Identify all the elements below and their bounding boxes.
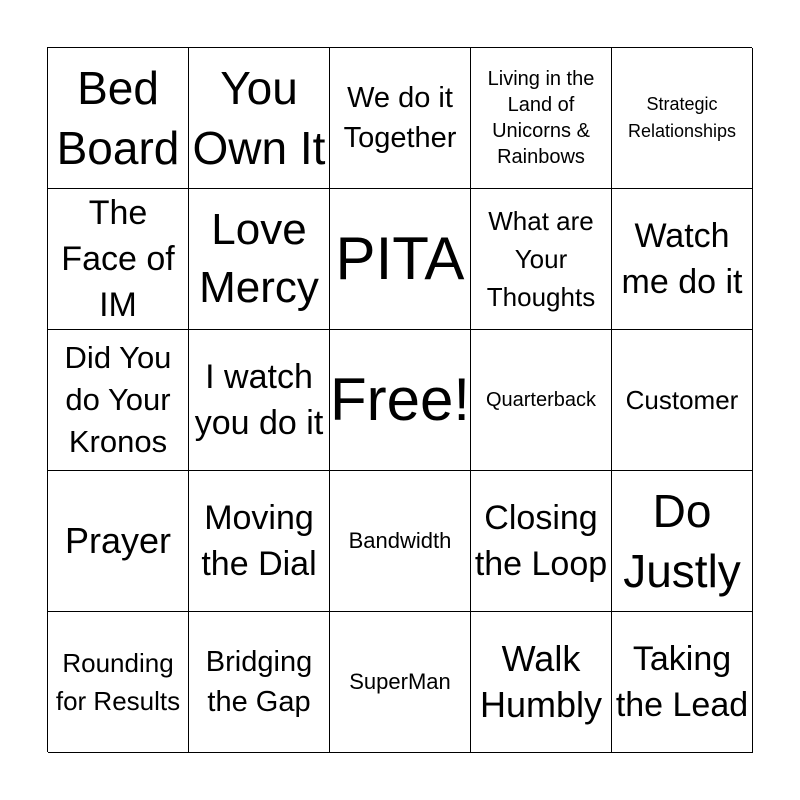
- bingo-cell: Prayer: [48, 471, 189, 612]
- bingo-cell: Bandwidth: [330, 471, 471, 612]
- bingo-cell: Strategic Relationships: [612, 48, 753, 189]
- bingo-cell: Taking the Lead: [612, 612, 753, 753]
- bingo-cell: Do Justly: [612, 471, 753, 612]
- bingo-cell: What are Your Thoughts: [471, 189, 612, 330]
- bingo-cell: The Face of IM: [48, 189, 189, 330]
- bingo-cell: PITA: [330, 189, 471, 330]
- bingo-cell: Bridging the Gap: [189, 612, 330, 753]
- bingo-cell: I watch you do it: [189, 330, 330, 471]
- bingo-cell: Living in the Land of Unicorns & Rainbows: [471, 48, 612, 189]
- bingo-cell: SuperMan: [330, 612, 471, 753]
- bingo-cell: Rounding for Results: [48, 612, 189, 753]
- bingo-cell: We do it Together: [330, 48, 471, 189]
- free-space-cell: Free!: [330, 330, 471, 471]
- bingo-cell: You Own It: [189, 48, 330, 189]
- bingo-cell: Bed Board: [48, 48, 189, 189]
- bingo-cell: Closing the Loop: [471, 471, 612, 612]
- bingo-board: [47, 47, 752, 752]
- bingo-cell: Did You do Your Kronos: [48, 330, 189, 471]
- bingo-cell: Walk Humbly: [471, 612, 612, 753]
- bingo-cell: Love Mercy: [189, 189, 330, 330]
- bingo-cell: Watch me do it: [612, 189, 753, 330]
- bingo-cell: Moving the Dial: [189, 471, 330, 612]
- bingo-cell: Quarterback: [471, 330, 612, 471]
- bingo-cell: Customer: [612, 330, 753, 471]
